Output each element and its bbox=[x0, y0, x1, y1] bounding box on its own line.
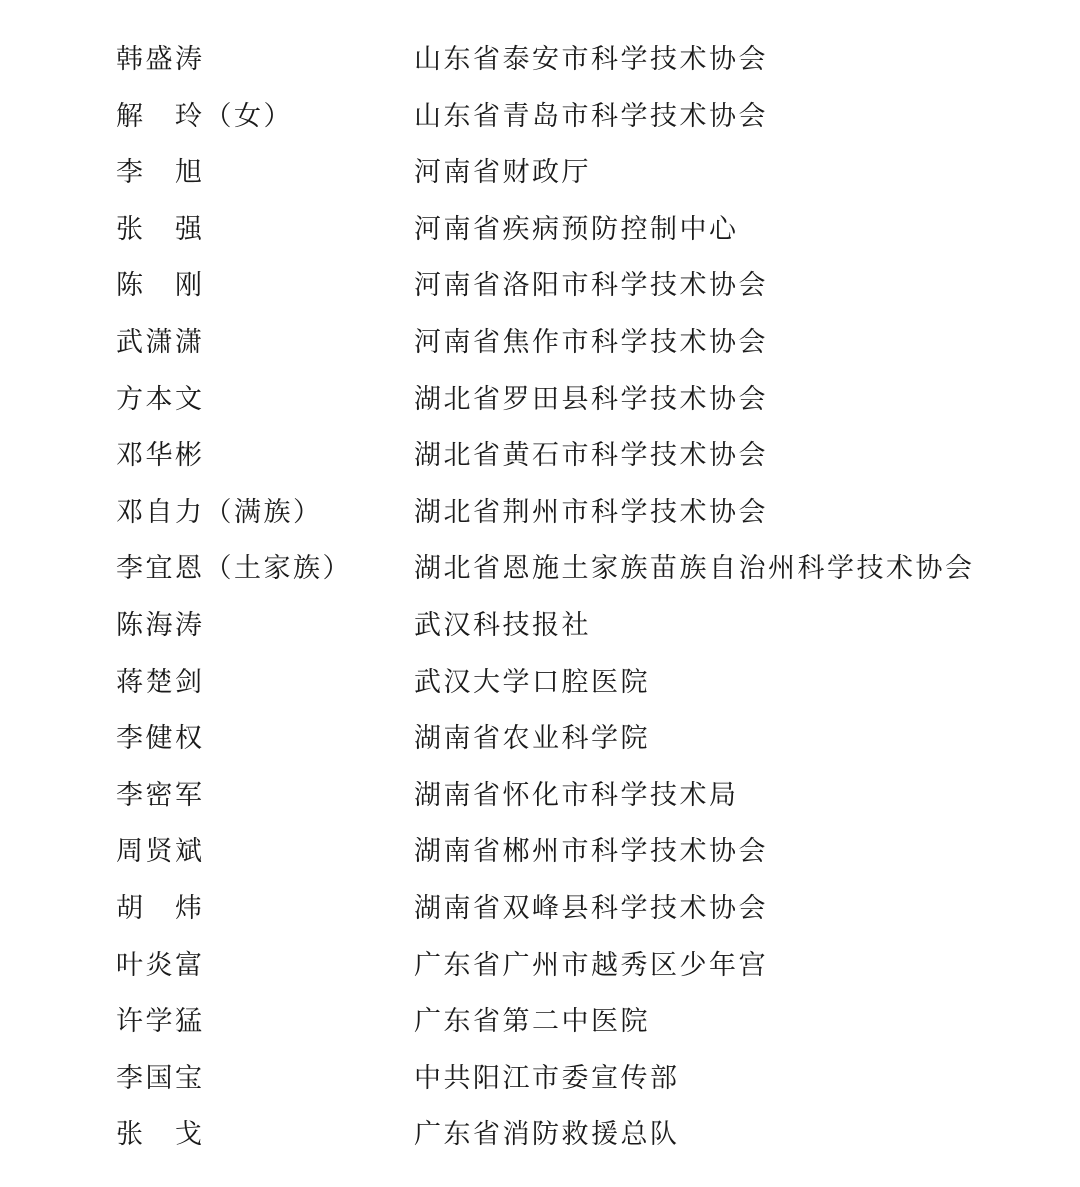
organization: 武汉科技报社 bbox=[414, 609, 591, 641]
organization: 武汉大学口腔医院 bbox=[414, 666, 650, 698]
organization: 湖南省怀化市科学技术局 bbox=[414, 779, 739, 811]
person-name: 胡 炜 bbox=[116, 892, 205, 924]
list-item bbox=[0, 1051, 1080, 1108]
organization: 湖北省罗田县科学技术协会 bbox=[414, 383, 768, 415]
list-item bbox=[0, 145, 1080, 202]
organization: 广东省广州市越秀区少年宫 bbox=[414, 949, 768, 981]
list-item bbox=[0, 202, 1080, 259]
organization: 湖北省恩施土家族苗族自治州科学技术协会 bbox=[414, 553, 975, 585]
list-item bbox=[0, 315, 1080, 372]
organization: 山东省泰安市科学技术协会 bbox=[414, 44, 768, 75]
organization: 湖北省荆州市科学技术协会 bbox=[414, 496, 768, 528]
list-item bbox=[0, 89, 1080, 146]
person-name: 许学猛 bbox=[116, 1006, 205, 1038]
person-name: 韩盛涛 bbox=[116, 44, 205, 75]
list-item bbox=[0, 938, 1080, 995]
organization: 河南省焦作市科学技术协会 bbox=[414, 326, 768, 358]
person-name: 邓自力（满族） bbox=[116, 496, 323, 528]
person-name: 周贤斌 bbox=[116, 836, 205, 868]
organization: 河南省疾病预防控制中心 bbox=[414, 213, 739, 245]
person-name: 邓华彬 bbox=[116, 440, 205, 472]
list-item bbox=[0, 258, 1080, 315]
person-name: 方本文 bbox=[116, 383, 205, 415]
person-name: 陈海涛 bbox=[116, 609, 205, 641]
list-item bbox=[0, 824, 1080, 881]
list-item bbox=[0, 541, 1080, 598]
person-name: 武潇潇 bbox=[116, 326, 205, 358]
organization: 山东省青岛市科学技术协会 bbox=[414, 100, 768, 132]
person-name: 蒋楚剑 bbox=[116, 666, 205, 698]
organization: 广东省第二中医院 bbox=[414, 1006, 650, 1038]
person-name: 李健权 bbox=[116, 723, 205, 755]
person-name: 李密军 bbox=[116, 779, 205, 811]
person-name: 张 强 bbox=[116, 213, 205, 245]
list-item bbox=[0, 1107, 1080, 1164]
person-name: 叶炎富 bbox=[116, 949, 205, 981]
person-name: 李 旭 bbox=[116, 157, 205, 189]
list-item bbox=[0, 32, 1080, 89]
organization: 湖南省双峰县科学技术协会 bbox=[414, 892, 768, 924]
list-item bbox=[0, 881, 1080, 938]
list-item bbox=[0, 711, 1080, 768]
organization: 湖南省郴州市科学技术协会 bbox=[414, 836, 768, 868]
organization: 中共阳江市委宣传部 bbox=[414, 1062, 680, 1094]
organization: 河南省财政厅 bbox=[414, 157, 591, 189]
list-item bbox=[0, 428, 1080, 485]
person-name: 李宜恩（土家族） bbox=[116, 553, 352, 585]
person-name: 解 玲（女） bbox=[116, 100, 293, 132]
person-name: 陈 刚 bbox=[116, 270, 205, 302]
organization: 河南省洛阳市科学技术协会 bbox=[414, 270, 768, 302]
list-item bbox=[0, 372, 1080, 429]
organization: 湖南省农业科学院 bbox=[414, 723, 650, 755]
list-item bbox=[0, 768, 1080, 825]
person-name: 张 戈 bbox=[116, 1119, 205, 1151]
name-list bbox=[0, 32, 1080, 1164]
organization: 广东省消防救援总队 bbox=[414, 1119, 680, 1151]
list-item bbox=[0, 485, 1080, 542]
list-item bbox=[0, 598, 1080, 655]
organization: 湖北省黄石市科学技术协会 bbox=[414, 440, 768, 472]
person-name: 李国宝 bbox=[116, 1062, 205, 1094]
list-item bbox=[0, 655, 1080, 712]
list-item bbox=[0, 994, 1080, 1051]
